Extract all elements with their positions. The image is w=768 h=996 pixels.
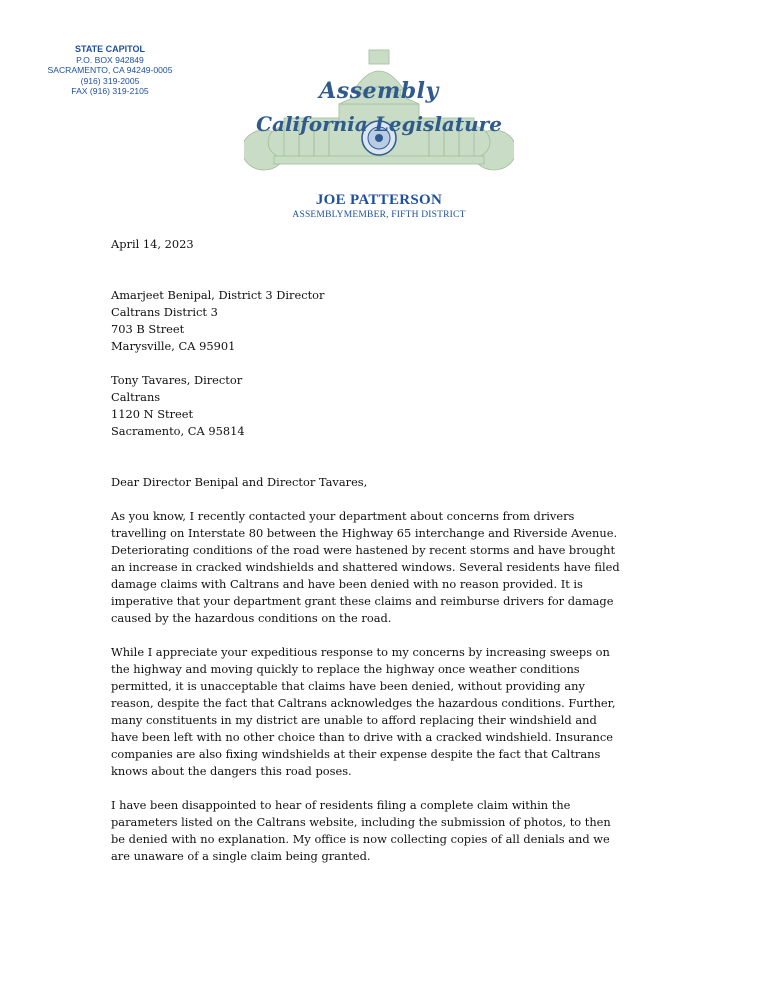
body-paragraph-3: I have been disappointed to hear of residents filing a complete claim within the parameters listed on the Caltrans website, including the submission of photos, to then be denied with no explanation. My office is now collecting copies of all denials and we are unaware of a single claim being granted. [111, 798, 611, 863]
address-label: STATE CAPITOL [74, 44, 145, 54]
fax-line: FAX (916) 319-2105 [71, 86, 149, 97]
recipient-address-2 [111, 372, 671, 440]
letterhead-legislature: California Legislature [256, 112, 502, 136]
recipient-line: Sacramento, CA 95814 [111, 424, 245, 438]
recipient-line: Caltrans [111, 390, 161, 404]
letter-body [111, 236, 671, 882]
address-line: P.O. BOX 942849 [76, 54, 144, 65]
recipient-line: Caltrans District 3 [111, 305, 218, 319]
recipient-line: Marysville, CA 95901 [111, 339, 236, 353]
recipient-address-1 [111, 287, 671, 355]
letterhead-assembly: Assembly [319, 78, 439, 104]
address-line: SACRAMENTO, CA 94249-0005 [47, 65, 173, 76]
phone-line: (916) 319-2005 [80, 75, 140, 86]
body-paragraph-2: While I appreciate your expeditious response to my concerns by increasing sweeps on the highway and moving quickly to replace the highway once weather conditions permitted, it is unacceptable that claims have been denied, without providing any reason, despite the fact that Caltrans acknowledges the hazardous conditions. Further, many constituents in my district are unable to afford replacing their windshield and have been left with no other choice than to drive with a cracked windshield. Insurance companies are also fixing windshields at their expense despite the fact that Caltrans knows about the dangers this road poses. [111, 645, 616, 778]
recipient-line: Tony Tavares, Director [111, 373, 243, 387]
sender-address-block [40, 44, 180, 97]
member-title: ASSEMBLYMEMBER, FIFTH DISTRICT [292, 210, 466, 220]
body-paragraph-1: As you know, I recently contacted your department about concerns from drivers travelling on Interstate 80 between the Highway 65 interchange and Riverside Avenue. Deteriorating conditions of the road were hastened by recent storms and have brought an increase in cracked windshields and shattered windows. Several residents have filed damage claims with Caltrans and have been denied with no reason provided. It is imperative that your department grant these claims and reimburse drivers for damage caused by the hazardous conditions on the road. [111, 509, 620, 625]
letter-date: April 14, 2023 [111, 237, 194, 251]
letterhead [244, 38, 514, 220]
salutation: Dear Director Benipal and Director Tavares, [111, 475, 368, 489]
recipient-line: Amarjeet Benipal, District 3 Director [111, 288, 325, 302]
member-name: JOE PATTERSON [315, 192, 443, 208]
recipient-line: 703 B Street [111, 322, 185, 336]
recipient-line: 1120 N Street [111, 407, 194, 421]
